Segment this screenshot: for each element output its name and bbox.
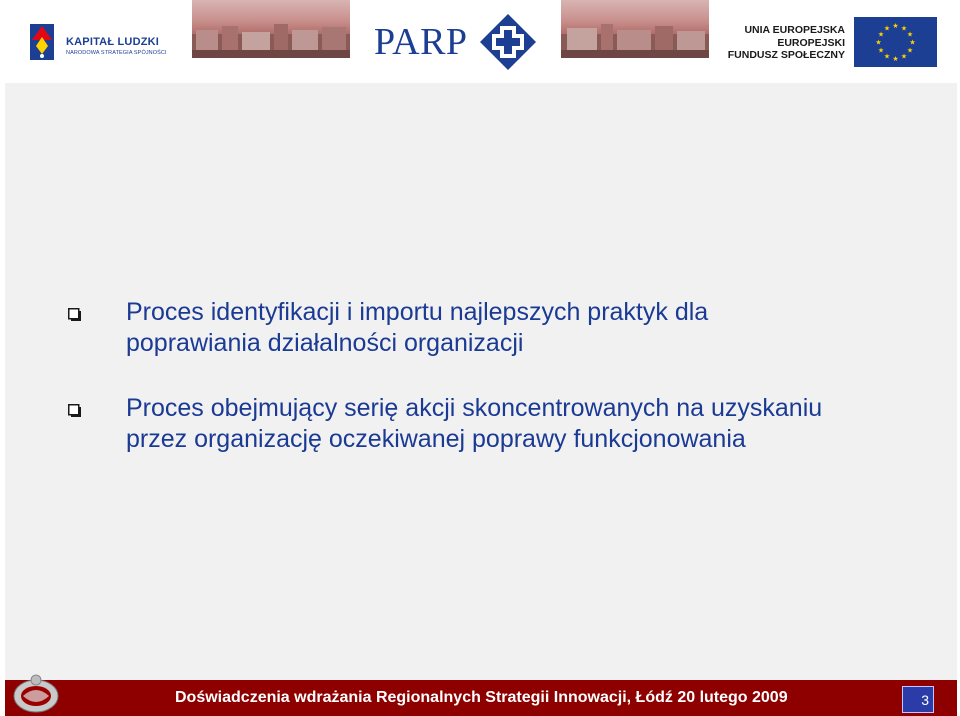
checkbox-bullet-icon <box>68 308 81 321</box>
svg-text:★: ★ <box>900 52 908 61</box>
svg-text:★: ★ <box>906 46 914 55</box>
city-skyline-right <box>561 0 709 58</box>
page-number-badge: 3 <box>902 686 934 713</box>
svg-text:★: ★ <box>883 24 891 33</box>
kapital-ludzki-emblem-icon <box>26 20 58 64</box>
svg-text:★: ★ <box>892 22 899 30</box>
lodz-emblem-icon <box>11 672 61 714</box>
eu-fund-label <box>727 24 845 62</box>
checkbox-bullet-icon <box>68 404 81 417</box>
eu-line-1: UNIA EUROPEJSKA <box>744 24 845 36</box>
slide-content <box>5 83 957 680</box>
svg-text:★: ★ <box>900 24 908 33</box>
eu-flag-icon <box>854 17 937 67</box>
svg-text:★: ★ <box>909 38 916 47</box>
footer-text: Doświadczenia wdrażania Regionalnych Strategii Innowacji, Łódź 20 lutego 2009 <box>175 689 788 706</box>
svg-text:★: ★ <box>877 30 885 39</box>
parp-emblem-icon <box>478 12 538 72</box>
eu-line-2: EUROPEJSKI <box>777 36 845 49</box>
kapital-ludzki-title: KAPITAŁ LUDZKI <box>66 36 160 48</box>
eu-fund-logo <box>709 0 960 83</box>
svg-text:★: ★ <box>892 55 899 63</box>
svg-text:★: ★ <box>883 52 891 61</box>
parp-title: PARP <box>374 21 468 63</box>
bullet-text: Proces obejmujący serię akcji skoncentrowanych na uzyskaniu przez organizację oczekiwanej poprawy funkcjonowania <box>126 394 823 453</box>
kapital-ludzki-subtitle: NARODOWA STRATEGIA SPÓJNOŚCI <box>66 50 167 56</box>
bullet-text: Proces identyfikacji i importu najlepszych praktyk dla poprawiania działalności organizacji <box>126 298 709 357</box>
city-photo-right <box>561 0 709 58</box>
svg-text:★: ★ <box>875 38 882 47</box>
city-photo-left <box>192 0 350 58</box>
slide-header <box>0 0 960 83</box>
slide-footer <box>5 680 957 716</box>
parp-logo <box>350 0 561 83</box>
svg-text:★: ★ <box>906 30 914 39</box>
kapital-ludzki-logo <box>0 0 192 83</box>
svg-text:★: ★ <box>877 46 885 55</box>
eu-line-3: FUNDUSZ SPOŁECZNY <box>727 49 845 61</box>
city-skyline-left <box>192 0 350 58</box>
